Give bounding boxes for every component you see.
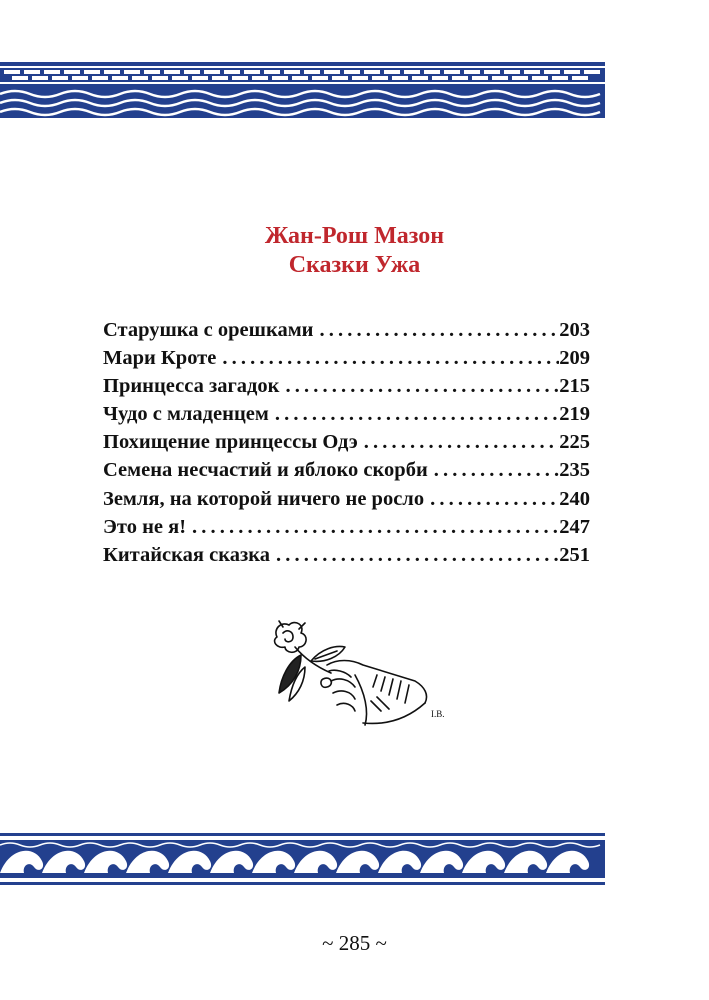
toc-dot-leader — [186, 513, 559, 541]
section-author: Жан-Рош Мазон — [264, 223, 445, 249]
page-number: ~ 285 ~ — [322, 931, 387, 955]
toc-entry-page: 219 — [559, 403, 590, 426]
toc-entry-title: Это не я! — [103, 515, 187, 538]
toc-entry-page: 251 — [559, 543, 590, 566]
toc-entry[interactable] — [103, 344, 590, 372]
toc-dot-leader — [358, 428, 560, 456]
section-title: Сказки Ужа — [288, 252, 421, 278]
toc-entry-page: 215 — [559, 375, 590, 398]
toc-entry[interactable] — [103, 513, 590, 541]
toc-entry-page: 225 — [559, 431, 590, 454]
toc-entry-title: Мари Кроте — [103, 347, 217, 370]
toc-entry-title: Земля, на которой ничего не росло — [103, 487, 425, 510]
toc-entry-page: 240 — [559, 487, 590, 510]
table-of-contents — [103, 316, 590, 569]
top-wave-border-icon — [0, 62, 605, 118]
hand-holding-flower-icon — [265, 615, 455, 745]
bottom-wave-border-icon — [0, 833, 605, 885]
toc-entry-title: Старушка с орешками — [103, 319, 314, 341]
toc-entry-page: 235 — [559, 459, 590, 482]
toc-dot-leader — [269, 400, 559, 428]
toc-entry-title: Китайская сказка — [103, 543, 270, 566]
toc-dot-leader — [313, 316, 559, 344]
toc-dot-leader — [428, 456, 559, 484]
toc-entry[interactable] — [103, 400, 590, 428]
vignette-signature: I.B. — [431, 709, 445, 719]
toc-entry[interactable] — [103, 316, 590, 344]
toc-entry-title: Семена несчастий и яблоко скорби — [103, 459, 428, 482]
toc-entry-page: 209 — [559, 347, 590, 370]
toc-entry-title: Чудо с младенцем — [103, 403, 269, 426]
toc-dot-leader — [424, 485, 559, 513]
toc-entry[interactable] — [103, 485, 590, 513]
toc-entry-title: Принцесса загадок — [103, 375, 280, 398]
toc-dot-leader — [216, 344, 559, 372]
toc-dot-leader — [270, 541, 559, 569]
toc-entry-page: 247 — [559, 515, 590, 538]
toc-entry-page: 203 — [559, 319, 590, 341]
toc-entry[interactable] — [103, 541, 590, 569]
toc-entry[interactable] — [103, 428, 590, 456]
toc-dot-leader — [279, 372, 559, 400]
toc-entry[interactable] — [103, 456, 590, 484]
toc-entry-title: Похищение принцессы Одэ — [103, 431, 358, 454]
toc-entry[interactable] — [103, 372, 590, 400]
